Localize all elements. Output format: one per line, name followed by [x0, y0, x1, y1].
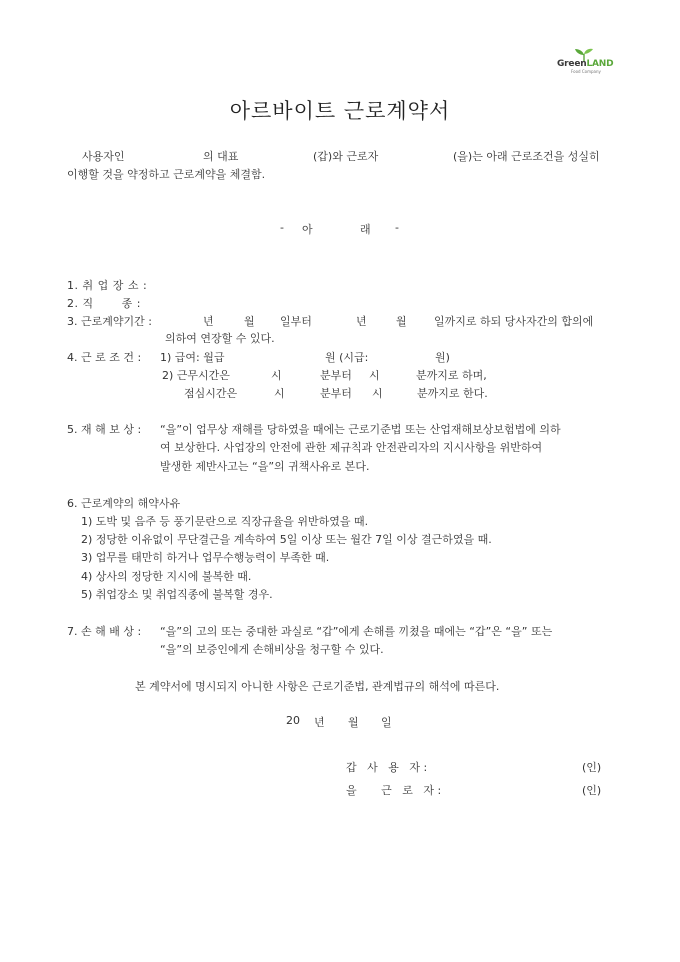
item3-period-label: 3. 근로계약기간 : [67, 315, 152, 328]
preamble-rep: 의 대표 [203, 150, 239, 163]
item4-wage: 1) 급여: 월급 [160, 351, 225, 364]
item6-reason4: 4) 상사의 정당한 지시에 불복한 때. [81, 570, 252, 583]
logo-green-text: Green [557, 59, 587, 69]
date-prefix: 20 [286, 714, 300, 727]
item3-until: 일까지로 하되 당사자간의 합의에 [434, 315, 594, 328]
item5-line3: 발생한 제반사고는 “을”의 귀책사유로 본다. [160, 460, 370, 473]
item6-reason1: 1) 도박 및 음주 등 풍기문란으로 직장규율을 위반하였을 때. [81, 515, 369, 528]
item4-hours: 2) 근무시간은 [162, 369, 230, 382]
item3-month1: 월 [244, 315, 255, 328]
item6-reason3: 3) 업무를 태만히 하거나 업무수행능력이 부족한 때. [81, 551, 330, 564]
item7-line2: “을”의 보증인에게 손해비상을 청구할 수 있다. [160, 643, 384, 656]
item4-min-until1: 분까지로 하며, [416, 369, 487, 382]
below-a: 아 [302, 223, 313, 236]
logo-tagline: Food Company [571, 69, 601, 74]
item4-si1: 시 [271, 369, 282, 382]
below-dash-left: - [280, 221, 284, 234]
item3-from: 일부터 [280, 315, 312, 328]
item6-reason5: 5) 취업장소 및 취업직종에 불복할 경우. [81, 588, 273, 601]
preamble-eul-clause: (을)는 아래 근로조건을 성실히 [453, 150, 600, 163]
item4-lunch: 점심시간은 [184, 387, 238, 400]
date-month: 월 [348, 716, 359, 729]
date-day: 일 [381, 716, 392, 729]
document-title: 아르바이트 근로계약서 [229, 99, 451, 123]
item1-workplace-label: 1. 취 업 장 소 : [67, 279, 148, 292]
signature-employer-seal: (인) [582, 761, 602, 774]
item3-year1: 년 [203, 315, 214, 328]
signature-worker-label: 을 근 로 자 : [346, 784, 442, 797]
footer-note: 본 계약서에 명시되지 아니한 사항은 근로기준법, 관계법규의 해석에 따른다. [135, 680, 500, 693]
item4-min-from2: 분부터 [320, 387, 352, 400]
signature-worker-seal: (인) [582, 784, 602, 797]
item6-reason2: 2) 정당한 이유없이 무단결근을 계속하여 5일 이상 또는 월간 7일 이상 결근하였을 때. [81, 533, 492, 546]
logo-land-text: LAND [586, 59, 614, 69]
item7-line1: “을”의 고의 또는 중대한 과실로 “갑”에게 손해를 끼쳤을 때에는 “갑”은 “을” 또는 [160, 625, 553, 638]
preamble-employer: 사용자인 [82, 150, 125, 163]
item4-si4: 시 [372, 387, 383, 400]
preamble-line2: 이행할 것을 약정하고 근로계약을 체결함. [67, 168, 266, 181]
below-rae: 래 [360, 223, 371, 236]
item4-conditions-label: 4. 근 로 조 건 : [67, 351, 142, 364]
item3-line2: 의하여 연장할 수 있다. [165, 332, 275, 345]
item3-year2: 년 [356, 315, 367, 328]
item4-won-close: 원) [435, 351, 450, 364]
item5-line1: “을”이 업무상 재해를 당하였을 때에는 근로기준법 또는 산업재해보상보험법에 의하 [160, 423, 561, 436]
item7-damages-label: 7. 손 해 배 상 : [67, 625, 142, 638]
item4-won-hourly: 원 (시급: [325, 351, 369, 364]
signature-employer-label: 갑 사 용 자 : [346, 761, 428, 774]
greenland-logo [557, 48, 613, 72]
item2-job-label: 2. 직 종 : [67, 297, 141, 310]
item4-min-from1: 분부터 [320, 369, 352, 382]
preamble-gap-worker: (갑)와 근로자 [313, 150, 379, 163]
item5-line2: 여 보상한다. 사업장의 안전에 관한 제규칙과 안전관리자의 지시사항을 위반하여 [160, 441, 543, 454]
date-year: 년 [314, 716, 325, 729]
item4-min-until2: 분까지로 한다. [417, 387, 488, 400]
logo-wordmark [557, 59, 613, 69]
item6-termination-label: 6. 근로계약의 해약사유 [67, 497, 181, 510]
item3-month2: 월 [396, 315, 407, 328]
item4-si2: 시 [369, 369, 380, 382]
below-dash-right: - [395, 221, 399, 234]
item4-si3: 시 [274, 387, 285, 400]
item5-compensation-label: 5. 재 해 보 상 : [67, 423, 142, 436]
